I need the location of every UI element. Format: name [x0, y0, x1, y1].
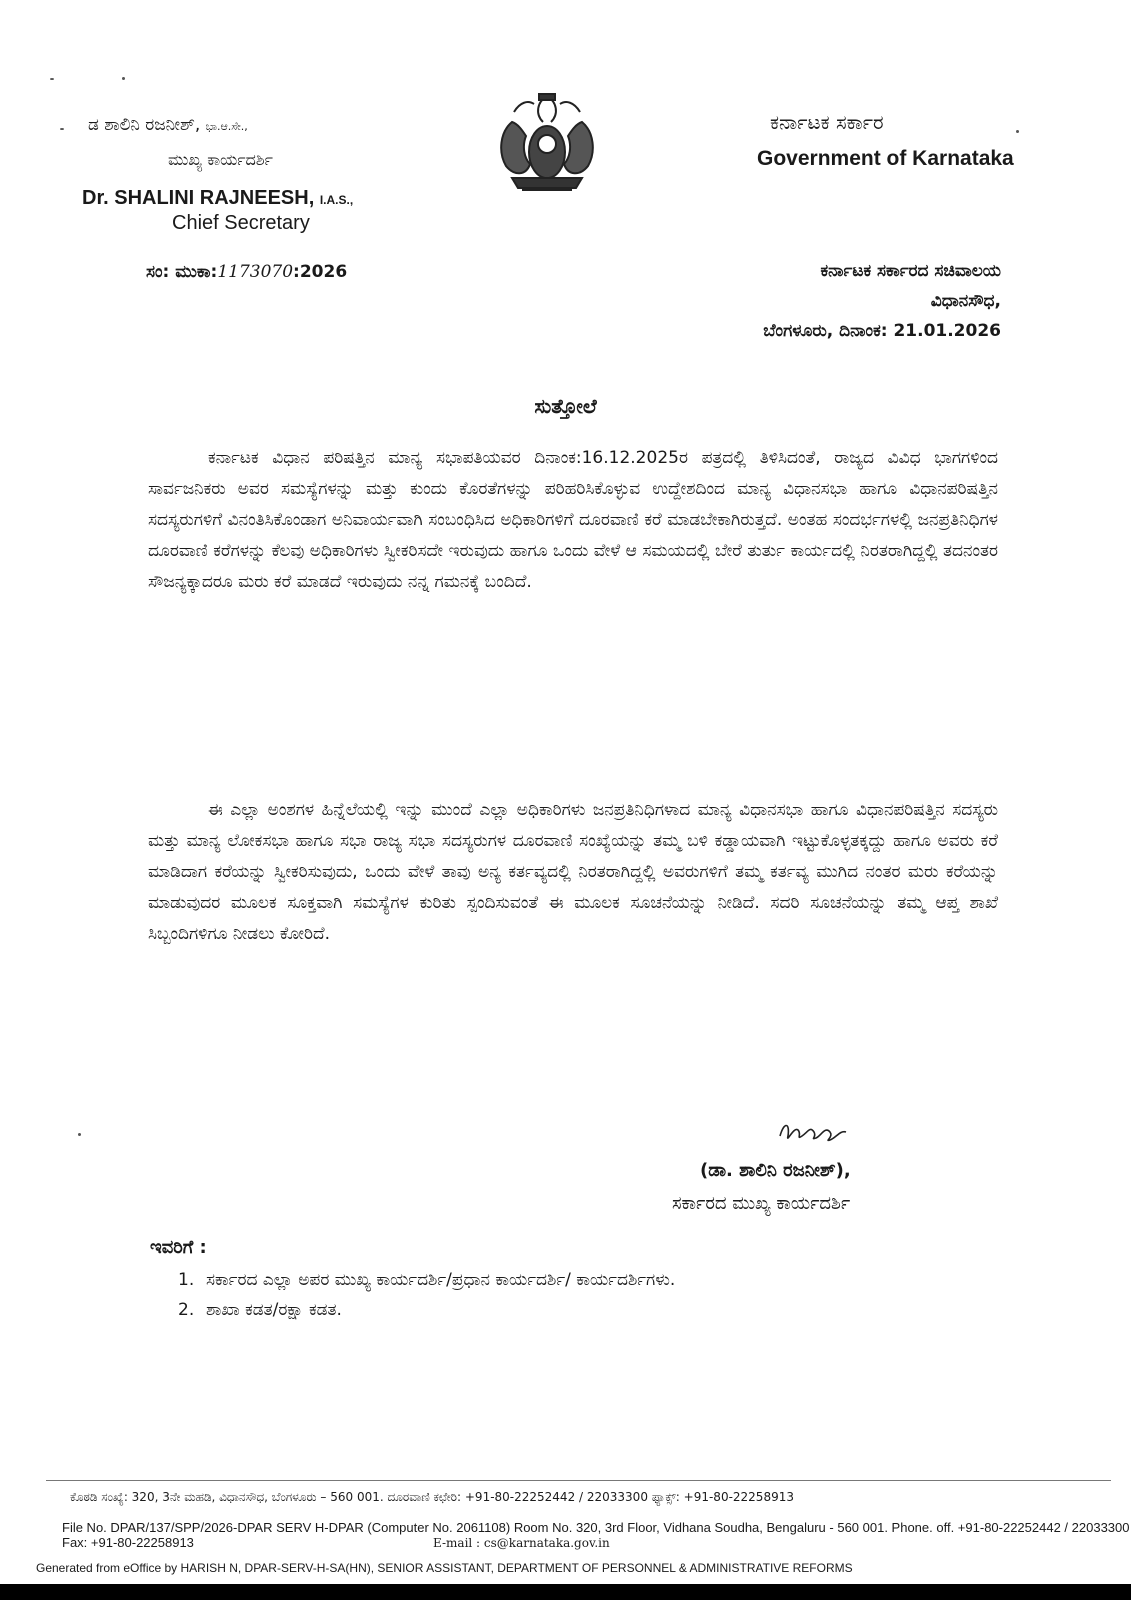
- paragraph-text: ಕರ್ನಾಟಕ ವಿಧಾನ ಪರಿಷತ್ತಿನ ಮಾನ್ಯ ಸಭಾಪತಿಯವರ ದಿನಾಂಕ:16.12.2025ರ ಪತ್ರದಲ್ಲಿ ತಿಳಿಸಿದಂತೆ, ರಾಜ್ಯದ ವಿವಿಧ ಭಾಗಗಳಿಂದ ಸಾರ್ವಜನಿಕರು ಅವರ ಸಮಸ್ಯೆಗಳನ್ನು ಮತ್ತು ಕುಂದು ಕೊರತೆಗಳನ್ನು ಪರಿಹರಿಸಿಕೊಳ್ಳುವ ಉದ್ದೇಶದಿಂದ ಮಾನ್ಯ ವಿಧಾನಸಭಾ ಹಾಗೂ ವಿಧಾನಪರಿಷತ್ತಿನ ಸದಸ್ಯರುಗಳಿಗೆ ವಿನಂತಿಸಿಕೊಂಡಾಗ ಅನಿವಾರ್ಯವಾಗಿ ಸಂಬಂಧಿಸಿದ ಅಧಿಕಾರಿಗಳಿಗೆ ದೂರವಾಣಿ ಕರೆ ಮಾಡಬೇಕಾಗಿರುತ್ತದೆ. ಅಂತಹ ಸಂದರ್ಭಗಳಲ್ಲಿ ಜನಪ್ರತಿನಿಧಿಗಳ ದೂರವಾಣಿ ಕರೆಗಳನ್ನು ಕೆಲವು ಅಧಿಕಾರಿಗಳು ಸ್ವೀಕರಿಸದೇ ಇರುವುದು ಹಾಗೂ ಒಂದು ವೇಳೆ ಆ ಸಮಯದಲ್ಲಿ ಬೇರೆ ತುರ್ತು ಕಾರ್ಯದಲ್ಲಿ ನಿರತರಾಗಿದ್ದಲ್ಲಿ ತದನಂತರ ಸೌಜನ್ಯಕ್ಕಾದರೂ ಮರು ಕರೆ ಮಾಡದೆ ಇರುವುದು ನನ್ನ ಗಮನಕ್ಕೆ ಬಂದಿದೆ.: [148, 448, 998, 592]
- secretariat-name: ಕರ್ನಾಟಕ ಸರ್ಕಾರದ ಸಚಿವಾಲಯ: [820, 261, 1001, 281]
- scan-bottom-border: [0, 1584, 1131, 1600]
- handwritten-signature: [776, 1112, 856, 1148]
- footer-divider: [46, 1480, 1111, 1481]
- officer-name-en-text: Dr. SHALINI RAJNEESH,: [82, 187, 315, 209]
- footer-email: E-mail : cs@karnataka.gov.in: [433, 1536, 610, 1550]
- signatory-name: (ಡಾ. ಶಾಲಿನಿ ರಜನೀಶ್),: [700, 1160, 851, 1181]
- list-item-text: ಶಾಖಾ ಕಡತ/ರಕ್ಷಾ ಕಡತ.: [206, 1300, 342, 1320]
- circular-title: ಸುತ್ತೋಲೆ: [534, 394, 597, 418]
- building-name: ವಿಧಾನಸೌಧ,: [930, 291, 1001, 311]
- scan-speck: [78, 1133, 81, 1136]
- list-item-number: 1.: [178, 1270, 195, 1290]
- officer-name-kannada: [88, 115, 248, 135]
- reference-number: [146, 262, 347, 282]
- government-name-english: Government of Karnataka: [757, 147, 1014, 170]
- circular-paragraph-1: [148, 443, 998, 598]
- place-and-date: ಬೆಂಗಳೂರು, ದಿನಾಂಕ: 21.01.2026: [763, 321, 1001, 341]
- list-item: [178, 1265, 998, 1295]
- footer-address-kannada: ಕೊಠಡಿ ಸಂಖ್ಯೆ: 320, 3ನೇ ಮಹಡಿ, ವಿಧಾನಸೌಧ, ಬೆಂಗಳೂರು – 560 001. ದೂರವಾಣಿ ಕಛೇರಿ: +91-80-22252442 / 22033300 ಫ್ಯಾಕ್ಸ್: +91-80-22258913: [70, 1490, 794, 1504]
- list-item-text: ಸರ್ಕಾರದ ಎಲ್ಲಾ ಅಪರ ಮುಖ್ಯ ಕಾರ್ಯದರ್ಶಿ/ಪ್ರಧಾನ ಕಾರ್ಯದರ್ಶಿ/ ಕಾರ್ಯದರ್ಶಿಗಳು.: [206, 1270, 676, 1290]
- initial-mark: ಡ: [88, 115, 99, 135]
- recipients-heading: ಇವರಿಗೆ :: [150, 1237, 207, 1258]
- karnataka-emblem-icon: [492, 82, 602, 202]
- paragraph-text: ಈ ಎಲ್ಲಾ ಅಂಶಗಳ ಹಿನ್ನೆಲೆಯಲ್ಲಿ ಇನ್ನು ಮುಂದೆ ಎಲ್ಲಾ ಅಧಿಕಾರಿಗಳು ಜನಪ್ರತಿನಿಧಿಗಳಾದ ಮಾನ್ಯ ವಿಧಾನಸಭಾ ಹಾಗೂ ವಿಧಾನಪರಿಷತ್ತಿನ ಸದಸ್ಯರು ಮತ್ತು ಮಾನ್ಯ ಲೋಕಸಭಾ ಹಾಗೂ ಸಭಾ ರಾಜ್ಯ ಸಭಾ ಸದಸ್ಯರುಗಳ ದೂರವಾಣಿ ಸಂಖ್ಯೆಯನ್ನು ತಮ್ಮ ಬಳಿ ಕಡ್ಡಾಯವಾಗಿ ಇಟ್ಟುಕೊಳ್ಳತಕ್ಕದ್ದು ಹಾಗೂ ಅವರು ಕರೆ ಮಾಡಿದಾಗ ಕರೆಯನ್ನು ಸ್ವೀಕರಿಸುವುದು, ಒಂದು ವೇಳೆ ತಾವು ಅನ್ಯ ಕರ್ತವ್ಯದಲ್ಲಿ ನಿರತರಾಗಿದ್ದಲ್ಲಿ ಅವರುಗಳಿಗೆ ತಮ್ಮ ಕರ್ತವ್ಯ ಮುಗಿದ ನಂತರ ಮರು ಕರೆಯನ್ನು ಮಾಡುವುದರ ಮೂಲಕ ಸೂಕ್ತವಾಗಿ ಸಮಸ್ಯೆಗಳ ಕುರಿತು ಸ್ಪಂದಿಸುವಂತೆ ಈ ಮೂಲಕ ಸೂಚನೆಯನ್ನು ನೀಡಿದೆ. ಸದರಿ ಸೂಚನೆಯನ್ನು ತಮ್ಮ ಆಪ್ತ ಶಾಖೆ ಸಿಬ್ಬಂದಿಗಳಿಗೂ ನೀಡಲು ಕೋರಿದೆ.: [148, 800, 998, 944]
- officer-service-en: I.A.S.,: [319, 193, 354, 207]
- officer-name-kn-text: ಶಾಲಿನಿ ರಜನೀಶ್,: [104, 115, 201, 135]
- signatory-designation: ಸರ್ಕಾರದ ಮುಖ್ಯ ಕಾರ್ಯದರ್ಶಿ: [672, 1193, 851, 1214]
- scan-speck: [1016, 130, 1019, 133]
- footer-generated-note: Generated from eOffice by HARISH N, DPAR-SERV-H-SA(HN), SENIOR ASSISTANT, DEPARTMENT OF PERSONNEL & ADMINISTRATIVE REFORMS: [36, 1561, 853, 1575]
- list-item-number: 2.: [178, 1300, 195, 1320]
- reference-handwritten-number: 1173070: [217, 262, 294, 282]
- officer-service-kn: ಭಾ.ಆ.ಸೇ.,: [205, 120, 248, 133]
- government-name-kannada: ಕರ್ನಾಟಕ ಸರ್ಕಾರ: [770, 110, 884, 134]
- recipients-list: [178, 1265, 998, 1325]
- reference-prefix: ಸಂ: ಮುಕಾ:: [146, 262, 218, 282]
- footer-address-english: File No. DPAR/137/SPP/2026-DPAR SERV H-DPAR (Computer No. 2061108) Room No. 320, 3rd Floor, Vidhana Soudha, Bengaluru - 560 001. Phone. off. +91-80-22252442 / 22033300 Fax: +91-80-22258913: [62, 1520, 1130, 1550]
- officer-role-english: Chief Secretary: [172, 212, 310, 234]
- secretariat-address-block: [763, 256, 1001, 346]
- scan-speck: [60, 128, 64, 130]
- list-item: [178, 1295, 998, 1325]
- circular-paragraph-2: [148, 795, 998, 950]
- scan-speck: [122, 77, 125, 80]
- scan-speck: [50, 78, 54, 80]
- officer-role-kannada: ಮುಖ್ಯ ಕಾರ್ಯದರ್ಶಿ: [168, 150, 273, 169]
- reference-year: :2026: [293, 262, 348, 282]
- officer-name-english: [82, 187, 353, 210]
